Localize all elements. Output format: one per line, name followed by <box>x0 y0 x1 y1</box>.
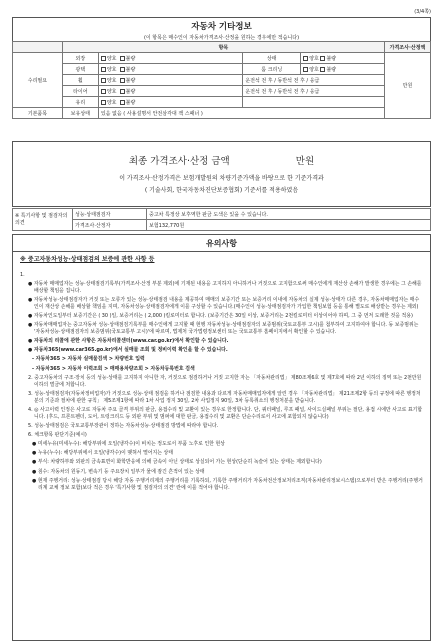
note-item: 6. 체크항목 판단기준(예시) <box>28 432 87 439</box>
final-note-1: 이 가격조사·산정가격은 보험개발원의 차량기준가액을 바탕으로 한 기준가격과 <box>119 175 324 182</box>
basic-label: 기본품목 <box>13 108 63 119</box>
header-price: 가격조사·산정액 <box>385 42 431 53</box>
checkbox[interactable] <box>120 78 125 83</box>
row-extra-label: 룸 크리닝 <box>243 64 301 75</box>
note-item: ● 자동차 매매업자는 성능·상태점검기록부(가격조사·산정 부분 제외)에 기재된 내용을 고지하지 아니하거나 거짓으로 고지함으로써 매수인에게 재산상 손해가 발생한 경우에는 그 손해를 배상할 책임을 집니다. <box>28 280 422 294</box>
repair-row-tire <box>13 86 431 97</box>
notes-body <box>12 252 431 641</box>
special-row2-label: 가격조사·산정자 <box>73 220 147 231</box>
note-item: 1. <box>20 271 25 278</box>
note-item: 3. 성능·상태점검자(자동차정비업자)가 거짓으로 성능·상태 점검을 하거나 점검한 내용과 다르게 자동차매매업자에게 알린 경우 「자동차관리법」 제21조제2항 등의 규정에 따른 행정처분의 기준과 절차에 관한 규칙」 제5조제1항에 따라 1차 사업 정지 30일, 2차 사업정지 90일, 3차 등록취소의 행정처분을 받습니다. <box>28 390 421 404</box>
checkbox[interactable] <box>120 100 125 105</box>
special-row-2 <box>13 220 431 231</box>
page-number: (3/4쪽) <box>414 9 431 15</box>
note-item: ● 현재 주행거리: 성능·상태점검 당시 해당 자동 주행거리계의 주행거리를 기록하되, 기록한 주행거리가 자동차전산정보처리조직(자동차관리정보시스템)으로부터 받은 주행거리(주행거리계 교체 정보 포함)보다 적은 경우 '특기사항 및 점검자의 의견' 란에 이를 적어야 합니다. <box>32 477 423 491</box>
repair-table <box>12 41 431 119</box>
note-item: 4. ◎ 사고이력 인정은 사고로 자동차 주요 골격 부위의 판금, 용접수리 및 교환이 있는 경우로 한정합니다. 단, 쿼터패널, 루프 패널, 사이드실패널 부위는 절단, 용접 시에만 사고로 표기합니다. (후드, 프론트펜더, 도어, 트렁크리드 등 외판 부위 및 범퍼에 대한 판금, 용접수리 및 교환은 단순수리로서 사고에 포함되지 않습니다) <box>28 406 423 420</box>
repair-group-label: 수리필요 <box>13 53 63 108</box>
row-name: 광택 <box>62 64 98 75</box>
note-item: ● 미세누유(미세누수): 해당부위에 오일(냉각수)이 비치는 정도로서 부품 노후로 인한 현상 <box>32 441 225 448</box>
checkbox[interactable] <box>101 100 106 105</box>
note-item: - 자동차365 > 자동차 이력조회 > 매매용차량조회 > 자동차등록번호 검색 <box>32 365 195 372</box>
note-item: ● 자동차365(www.car365.go.kr)에서 실매물 조회 및 정비이력 확인을 할 수 있습니다. <box>28 347 228 354</box>
repair-header-row <box>13 42 431 53</box>
repair-row-exterior <box>13 53 431 64</box>
note-item: ● 자동차의 리콜에 관한 사항은 자동차리콜센터(www.car.go.kr)에서 확인할 수 있습니다. <box>28 338 229 345</box>
basic-options: 있음 없음 ( 사용설명서 안전삼각대 잭 스패너 ) <box>98 108 384 119</box>
notes-heading: 유의사항 <box>12 234 431 252</box>
note-item: - 자동차365 > 자동차 실매물검색 > 차량번호 입력 <box>32 356 145 363</box>
row-extra-label: 상태 <box>243 53 301 64</box>
note-item: 5. 성능·상태점검은 국토교통부장관이 정하는 자동차성능·상태점검 방법에 따라야 합니다. <box>28 422 219 429</box>
basic-name: 보유상태 <box>62 108 98 119</box>
row-extra-options: 양호 불량 <box>301 64 385 75</box>
repair-row-gloss <box>13 64 431 75</box>
row-options: 양호 불량 <box>98 64 243 75</box>
note-item: 2. 중고자동차의 구조·장치 등의 성능·상태를 고지하지 아니한 자, 거짓으로 점검하거나 거짓 고지한 자는 「자동차관리법」 제80조제6호 및 제7호에 따라 2년 이하의 징역 또는 2천만원 이하의 벌금에 처합니다. <box>28 374 422 388</box>
checkbox[interactable] <box>320 67 325 72</box>
row-name: 타이어 <box>62 86 98 97</box>
checkbox[interactable] <box>101 56 106 61</box>
row-options: 양호 불량 <box>98 53 243 64</box>
price-unit: 만원 <box>385 53 431 119</box>
checkbox[interactable] <box>303 56 308 61</box>
note-item: ● 자동차성능·상태점검자가 거짓 또는 오류가 있는 성능·상태점검 내용을 제공하여 매매의 보증기간 또는 보증거리 이내에 자동차의 실제 성능·상태가 다른 경우, 자동차매매업자는 매수인이 재산상 손해를 배상할 책임을 지며, 자동차성능·상태점검자에게 이를 구상할 수 있습니다.(매수인이 성능·상태점검자가 가입한 책임보험 등을 통해 별도로 배상받는 경우는 제외) <box>28 296 420 310</box>
row-options: 양호 불량 <box>98 86 243 97</box>
checkbox[interactable] <box>120 67 125 72</box>
final-note-2: ( 기술사회, 한국자동차진단보증협회) 기준서를 적용하였음 <box>144 187 299 194</box>
row-sides: 운전석 전 후 / 동반석 전 후 / 응급 <box>243 86 385 97</box>
special-notes-table <box>12 208 431 231</box>
checkbox[interactable] <box>101 67 106 72</box>
final-price-line <box>13 153 430 167</box>
checkbox[interactable] <box>101 78 106 83</box>
repair-row-glass <box>13 97 431 108</box>
special-row1-label: 성능·상태점검자 <box>73 209 147 220</box>
checkbox[interactable] <box>320 56 325 61</box>
row-name: 휠 <box>62 75 98 86</box>
special-label: ※ 특기사항 및 점검자의 의견 <box>13 209 73 231</box>
checkbox[interactable] <box>120 56 125 61</box>
checkbox[interactable] <box>303 67 308 72</box>
repair-row-wheel <box>13 75 431 86</box>
row-name: 외장 <box>62 53 98 64</box>
checkbox[interactable] <box>101 89 106 94</box>
row-options: 양호 불량 <box>98 97 243 108</box>
note-item: ● 침수: 자동차의 원동기, 변속기 등 주요장치 일부가 물에 잠긴 흔적이 있는 상태 <box>32 468 205 475</box>
final-price-block <box>12 141 431 207</box>
checkbox[interactable] <box>120 89 125 94</box>
row-name: 유리 <box>62 97 98 108</box>
final-price-unit: 만원 <box>295 156 315 167</box>
title-block <box>12 17 431 41</box>
note-item: ● 누유(누수): 해당부위에서 오일(냉각수)이 맺혀서 떨어지는 상태 <box>32 450 173 457</box>
note-item: ● 부식: 차량하부와 외판의 금속표면이 화학반응에 의해 금속이 아닌 상태로 상실되어 가는 현상(단순히 녹슬어 있는 상태는 제외합니다) <box>32 459 322 466</box>
special-row2-value: 보험132,770원 <box>147 220 431 231</box>
note-item: ● 자동차인도일부터 보증기간은 ( 30 )일, 보증거리는 ( 2,000 )킬로미터로 합니다. (보증기간은 30일 이상, 보증거리는 2천킬로미터 이상이어야 하며, 그 중 먼저 도래한 것을 적용) <box>28 312 413 319</box>
row-extra-options: 양호 불량 <box>301 53 385 64</box>
row-sides: 운전석 전 후 / 동반석 전 후 / 응급 <box>243 75 385 86</box>
notes-section-title: ※ 중고자동차성능·상태점검의 보증에 관한 사항 등 <box>20 256 155 263</box>
note-item: ● 자동차매매업자는 중고자동차 성능·상태점검기록부를 매수인에게 고지할 때 현행 자동차성능·상태점검자의 보증범위(국토교통부 고시)를 첨부하여 고지하여야 합니다. 동 보증범위는 '자동차성능·상태점검자의 보증범위(국토교통부 고시)'에 따르며, 법제처 국가법령정보센터 또는 국토교통부 홈페이지에서 확인할 수 있습니다. <box>28 321 419 335</box>
special-row-1 <box>13 209 431 220</box>
final-price-label: 최종 가격조사·산정 금액 <box>128 156 230 167</box>
special-row1-value: 중고차 특정상 보후역한 판금 도색은 있을 수 있습니다. <box>147 209 431 220</box>
document-subtitle: (이 항목은 매수인이 자동차가격조사·산정을 원하는 경우에만 적습니다) <box>143 35 300 41</box>
basic-items-row <box>13 108 431 119</box>
document-title: 자동차 기타정보 <box>191 22 252 32</box>
header-item: 항목 <box>62 42 384 53</box>
row-options: 양호 불량 <box>98 75 243 86</box>
